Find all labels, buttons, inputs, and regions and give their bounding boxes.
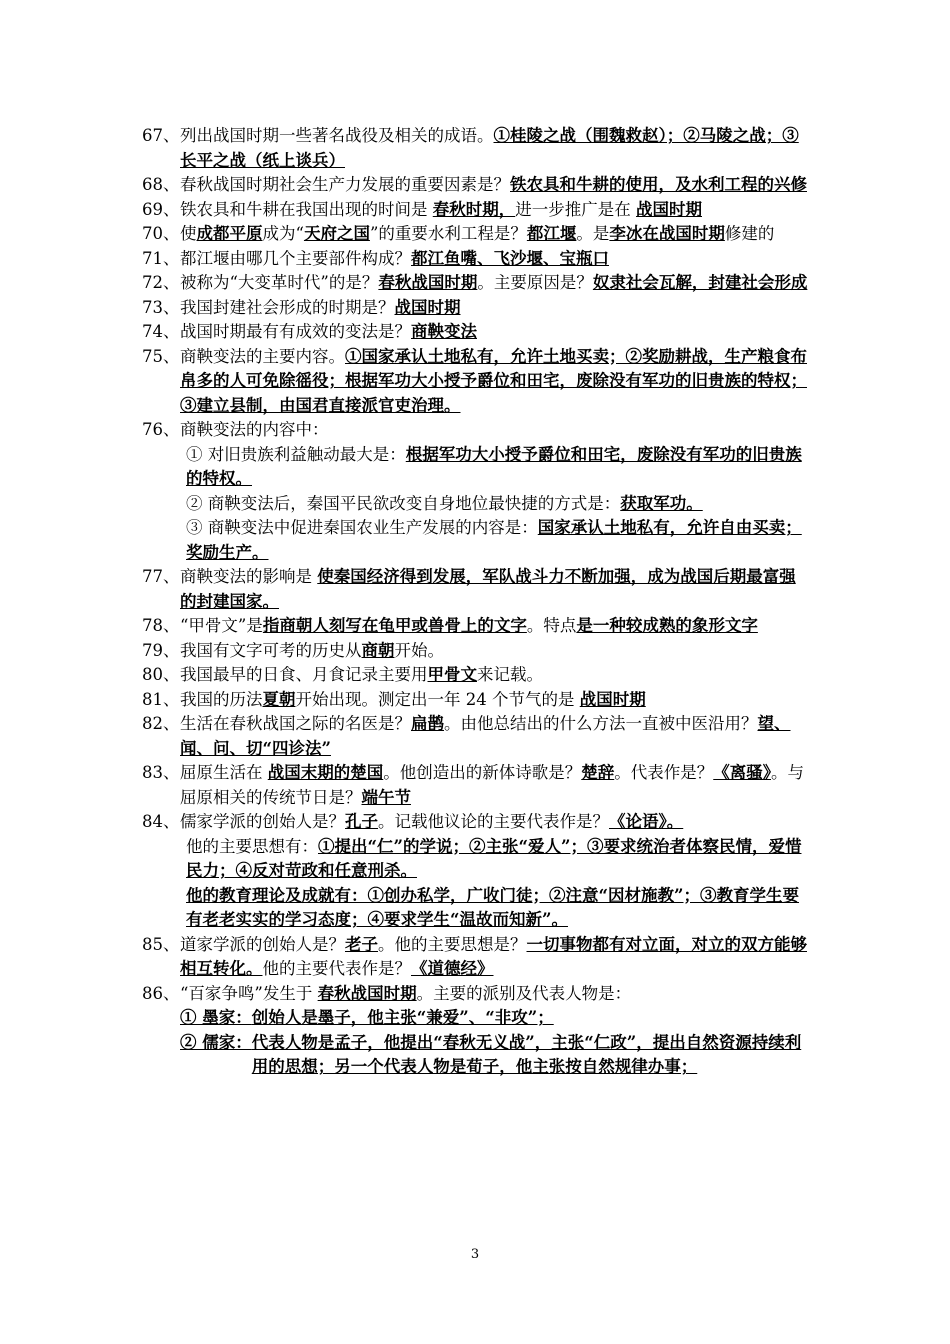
question-text: 商鞅变法的内容中： bbox=[180, 420, 329, 439]
question-text: 开始。 bbox=[394, 640, 444, 660]
question-text: 。特点 bbox=[526, 616, 577, 635]
question-text: 被称为“大变革时代”的是？ bbox=[180, 273, 379, 292]
question-number: 79、 bbox=[142, 640, 180, 660]
answer-text: 《道德经》 bbox=[411, 959, 494, 978]
question-73 bbox=[142, 296, 810, 321]
sub-question bbox=[142, 835, 810, 884]
school-description: 创始人是墨子，他主张“兼爱”、“非攻”； bbox=[251, 1008, 554, 1027]
question-text: ”的重要水利工程是？ bbox=[369, 224, 527, 243]
question-text: 。代表作是？ bbox=[614, 763, 714, 782]
answer-text: 战国时期 bbox=[394, 297, 461, 317]
question-number: 83、 bbox=[142, 763, 180, 782]
question-text: 。与屈原相关的传统节日是？ bbox=[180, 763, 804, 807]
question-text: 道家学派的创始人是？ bbox=[180, 934, 345, 954]
question-number: 84、 bbox=[142, 812, 180, 831]
question-text: 屈原生活在 bbox=[180, 763, 268, 782]
question-text: “百家争鸣”发生于 bbox=[180, 983, 318, 1003]
school-description: 代表人物是孟子，他提出“春秋无义战”，主张“仁政”，提出自然资源持续利用的思想；另一个代表人物是荀子，他主张按自然规律办事； bbox=[251, 1032, 802, 1076]
answer-text: 扁鹊 bbox=[411, 714, 444, 733]
question-number: 76、 bbox=[142, 420, 180, 439]
sub-question bbox=[142, 516, 810, 565]
page-number: 3 bbox=[470, 1247, 480, 1262]
question-list bbox=[142, 124, 810, 1080]
question-text: 我国最早的日食、月食记录主要用 bbox=[180, 665, 428, 684]
question-68 bbox=[142, 173, 810, 198]
question-84 bbox=[142, 810, 810, 835]
question-number: 72、 bbox=[142, 273, 180, 292]
question-text: 。主要原因是？ bbox=[477, 273, 593, 292]
answer-text: 孔子 bbox=[345, 812, 378, 831]
question-text: 。由他总结出的什么方法一直被中医沿用？ bbox=[444, 714, 758, 733]
question-text: 我国有文字可考的历史从 bbox=[180, 640, 362, 660]
school-name: ① 墨家： bbox=[180, 1008, 252, 1027]
question-number: 80、 bbox=[142, 665, 180, 684]
question-67 bbox=[142, 124, 810, 173]
answer-text: 获取军功。 bbox=[620, 493, 703, 513]
question-76 bbox=[142, 418, 810, 443]
question-text: 进一步推广是在 bbox=[515, 199, 636, 219]
sub-question bbox=[142, 443, 810, 492]
question-86 bbox=[142, 982, 810, 1007]
answer-text: 一切事物都有对立面，对立的双方能够相互转化。 bbox=[180, 934, 807, 978]
question-text: 商鞅变法的影响是 bbox=[180, 567, 318, 586]
question-number: 73、 bbox=[142, 297, 180, 317]
question-text: 。主要的派别及代表人物是： bbox=[416, 983, 632, 1003]
sub-question-text: ① 对旧贵族利益触动最大是： bbox=[186, 444, 406, 464]
sub-question-text: ③ 商鞅变法中促进秦国农业生产发展的内容是： bbox=[186, 518, 538, 537]
answer-text: 望、闻、问、切“四诊法” bbox=[180, 714, 791, 758]
question-number: 82、 bbox=[142, 714, 180, 733]
question-number: 70、 bbox=[142, 224, 180, 243]
question-number: 68、 bbox=[142, 175, 180, 194]
question-79 bbox=[142, 639, 810, 664]
answer-text: 春秋时期， bbox=[432, 199, 516, 219]
question-text: 来记载。 bbox=[477, 665, 543, 684]
answer-text: 使秦国经济得到发展，军队战斗力不断加强，成为战国后期最富强的封建国家。 bbox=[180, 567, 796, 611]
question-75 bbox=[142, 345, 810, 419]
question-85 bbox=[142, 933, 810, 982]
question-72 bbox=[142, 271, 810, 296]
sub-question-text: ② 商鞅变法后，秦国平民欲改变自身地位最快捷的方式是： bbox=[186, 493, 621, 513]
question-80 bbox=[142, 663, 810, 688]
question-text: 使 bbox=[180, 224, 197, 243]
answer-text: 楚辞 bbox=[581, 763, 615, 782]
answer-text: 商朝 bbox=[361, 640, 395, 660]
question-text: 儒家学派的创始人是？ bbox=[180, 812, 345, 831]
answer-text: 都江堰 bbox=[526, 224, 577, 243]
answer-text: 国家承认土地私有，允许自由买卖；奖励生产。 bbox=[186, 518, 802, 562]
question-text: 战国时期最有有成效的变法是？ bbox=[180, 322, 411, 341]
answer-text: 夏朝 bbox=[262, 689, 296, 709]
answer-text: 春秋战国时期 bbox=[317, 983, 417, 1003]
question-text: “甲骨文”是 bbox=[180, 616, 263, 635]
question-text: 商鞅变法的主要内容。 bbox=[180, 346, 345, 366]
answer-text: 天府之国 bbox=[303, 224, 370, 243]
answer-text: 战国时期 bbox=[579, 689, 646, 709]
question-text: 都江堰由哪几个主要部件构成？ bbox=[180, 248, 411, 268]
question-number: 67、 bbox=[142, 126, 180, 145]
answer-text: 铁农具和牛耕的使用，及水利工程的兴修 bbox=[510, 175, 807, 194]
question-number: 75、 bbox=[142, 346, 180, 366]
question-77 bbox=[142, 565, 810, 614]
question-number: 81、 bbox=[142, 689, 180, 709]
school-name: ② 儒家： bbox=[180, 1032, 252, 1052]
question-number: 86、 bbox=[142, 983, 180, 1003]
question-text: 铁农具和牛耕在我国出现的时间是 bbox=[180, 199, 433, 219]
answer-text: 春秋战国时期 bbox=[378, 273, 478, 292]
answer-text: 都江鱼嘴、飞沙堰、宝瓶口 bbox=[411, 248, 609, 268]
answer-text: 根据军功大小授予爵位和田宅，废除没有军功的旧贵族的特权。 bbox=[186, 444, 802, 488]
sub-question bbox=[142, 884, 810, 933]
answer-text: 《论语》。 bbox=[609, 812, 684, 831]
question-text: 。他的主要思想是？ bbox=[378, 934, 527, 954]
question-text: 。是 bbox=[576, 224, 610, 243]
question-text: 我国的历法 bbox=[180, 689, 263, 709]
question-71 bbox=[142, 247, 810, 272]
answer-text: 战国时期 bbox=[636, 199, 702, 219]
question-text: 。他创造出的新体诗歌是？ bbox=[383, 763, 582, 782]
question-text: 他的主要代表作是？ bbox=[262, 959, 411, 978]
question-number: 78、 bbox=[142, 616, 180, 635]
question-number: 77、 bbox=[142, 567, 180, 586]
question-text: 生活在春秋战国之际的名医是？ bbox=[180, 714, 411, 733]
school-entry bbox=[142, 1006, 810, 1031]
question-82 bbox=[142, 712, 810, 761]
answer-text: 《离骚》 bbox=[713, 763, 771, 782]
question-81 bbox=[142, 688, 810, 713]
sub-question-text: 他的主要思想有： bbox=[186, 836, 318, 856]
answer-text: ①提出“仁”的学说；②主张“爱人”；③要求统治者体察民情，爱惜民力；④反对苛政和任意刑杀。 bbox=[186, 836, 802, 880]
answer-text: 端午节 bbox=[361, 787, 411, 807]
school-entry bbox=[142, 1031, 810, 1080]
sub-question bbox=[142, 492, 810, 517]
answer-text: 甲骨文 bbox=[427, 665, 477, 684]
answer-text: 李冰在战国时期 bbox=[609, 224, 725, 243]
question-78 bbox=[142, 614, 810, 639]
question-number: 71、 bbox=[142, 248, 180, 268]
answer-text: 成都平原 bbox=[196, 224, 263, 243]
question-69 bbox=[142, 198, 810, 223]
question-number: 74、 bbox=[142, 322, 180, 341]
question-text: 开始出现。测定出一年 24 个节气的是 bbox=[295, 689, 580, 709]
question-text: 春秋战国时期社会生产力发展的重要因素是？ bbox=[180, 175, 510, 194]
answer-text: 奴隶社会瓦解，封建社会形成 bbox=[592, 273, 808, 292]
answer-text: 是一种较成熟的象形文字 bbox=[576, 616, 758, 635]
question-text: 我国封建社会形成的时期是？ bbox=[180, 297, 395, 317]
answer-text: 指商朝人刻写在龟甲或兽骨上的文字 bbox=[262, 616, 527, 635]
question-text: 修建的 bbox=[724, 224, 775, 243]
answer-text: 战国末期的楚国 bbox=[267, 763, 384, 782]
question-text: 成为“ bbox=[262, 224, 304, 243]
answer-text: ①桂陵之战（围魏救赵）；②马陵之战；③长平之战（纸上谈兵） bbox=[180, 126, 799, 170]
question-74 bbox=[142, 320, 810, 345]
answer-text: 老子 bbox=[345, 934, 378, 954]
question-70 bbox=[142, 222, 810, 247]
answer-text: 商鞅变法 bbox=[411, 322, 477, 341]
question-text: 列出战国时期一些著名战役及相关的成语。 bbox=[180, 126, 494, 145]
answer-text: ①国家承认土地私有，允许土地买卖；②奖励耕战，生产粮食布帛多的人可免除徭役；根据军功大小授予爵位和田宅，废除没有军功的旧贵族的特权；③建立县制，由国君直接派官吏治理。 bbox=[180, 346, 807, 415]
answer-text: 他的教育理论及成就有：①创办私学，广收门徒；②注意“因材施教”；③教育学生要有老老实实的学习态度；④要求学生“温故而知新”。 bbox=[186, 885, 799, 929]
question-text: 。记载他议论的主要代表作是？ bbox=[378, 812, 609, 831]
question-83 bbox=[142, 761, 810, 810]
question-number: 69、 bbox=[142, 199, 180, 219]
question-number: 85、 bbox=[142, 934, 180, 954]
